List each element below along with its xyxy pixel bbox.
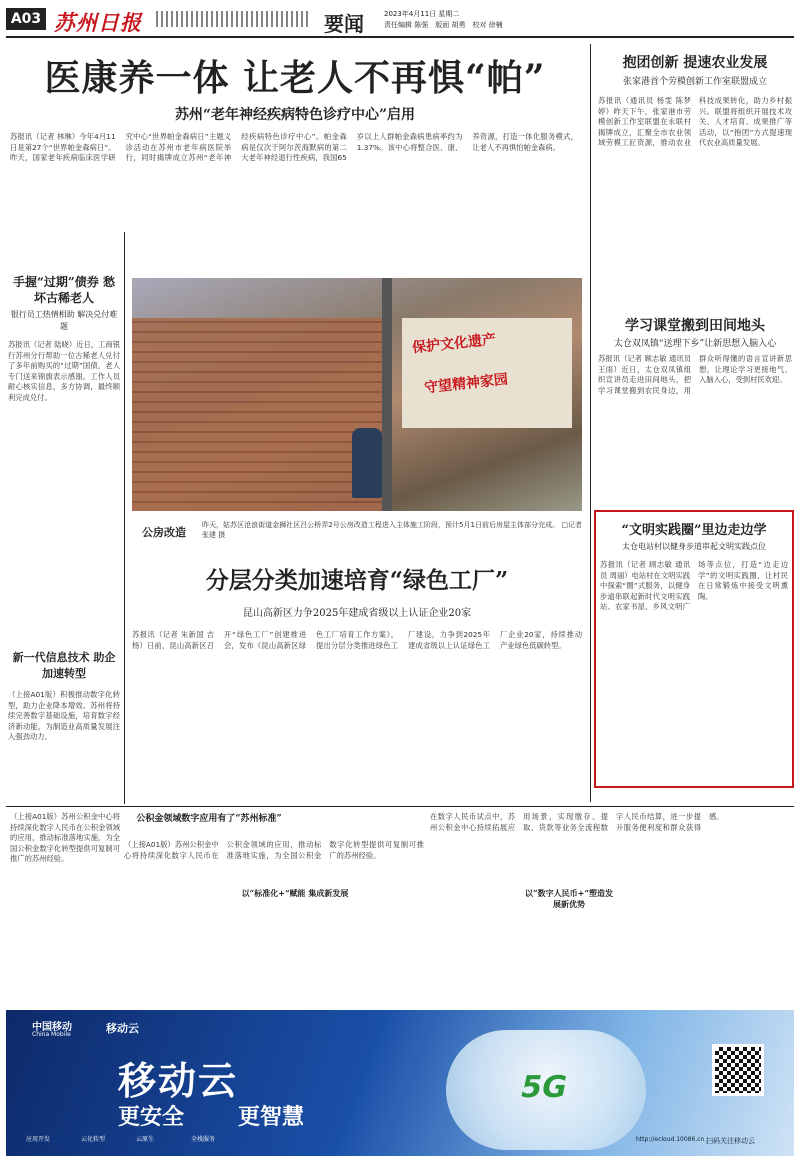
worker-figure [352, 428, 382, 498]
ad-icon-3: 云原生 [136, 1136, 155, 1143]
qr-code[interactable] [712, 1044, 764, 1096]
right3-subheadline: 太仓电站村以健身步道串起文明实践点位 [622, 542, 766, 551]
qr-caption: 扫码关注移动云 [706, 1137, 755, 1145]
bottom2-body: 在数字人民币试点中，苏州公积金中心持续拓展应用场景，实现缴存、提取、贷款等业务全流程数字人民币结算，进一步提升服务便利度和群众获得感。 [430, 812, 724, 832]
ad-product: 移动云 [106, 1022, 139, 1035]
col3-body: （上接A01版）积极推动数字化转型，助力企业降本增效。苏州将持续完善数字基础设施，培育数字经济新动能，为制造业高质量发展注入强劲动力。 [8, 690, 120, 742]
ad-brand: 中国移动 [32, 1022, 72, 1033]
col2-subheadline: 银行员工热情相助 解决兑付难题 [10, 310, 118, 331]
right1-body: 苏报讯（通讯员 杨雯 陈梦婷）昨天下午，张家港市劳模创新工作室联盟在永联村揭牌成立，汇聚全市农业领域劳模工匠资源，推动农业科技成果转化，助力乡村振兴。联盟将组织开展技术攻关、人才培育、成果推广等活动，以“抱团”方式提速现代农业高质量发展。 [598, 96, 792, 148]
masthead-pattern [156, 11, 311, 27]
col2-headline: 手握“过期”债券 愁坏古稀老人 [13, 275, 115, 305]
signboard [402, 318, 572, 428]
ad-icon-1: 应用开发 [26, 1136, 51, 1143]
right3-headline: “文明实践圈”里边走边学 [621, 523, 767, 538]
ad-url[interactable]: http://ecloud.10086.cn [636, 1136, 705, 1143]
ad-slogan-sub2: 更智慧 [238, 1105, 305, 1130]
masthead-rule [6, 36, 794, 38]
section-rule [6, 806, 794, 807]
story2-subheadline: 昆山高新区力争2025年建成省级以上认证企业20家 [242, 608, 472, 619]
col2-body: 苏报讯（记者 陆晓）近日，工商银行苏州分行帮助一位古稀老人兑付了多年前购买的“过期”国债，老人专门送来锦旗表示感谢。工作人员耐心核实信息，多方协调，最终顺利完成兑付。 [8, 340, 120, 402]
bottom1-body-left: （上接A01版）苏州公积金中心将持续深化数字人民币在公积金领域的应用，推动标准落地实施，为全国公积金数字化转型提供可复制可推广的苏州经验。 [10, 812, 120, 864]
ad-icon-4: 全栈服务 [191, 1136, 216, 1143]
bottom1-subhead: 以“标准化+”赋能 集成新发展 [241, 888, 349, 898]
photo-label: 公房改造 [142, 526, 186, 539]
right3-body: 苏报讯（记者 顾志敏 通讯员 周丽）电站村在文明实践中探索“圈”式服务，以健身步道串联起新时代文明实践站、农家书屋、乡风文明广场等点位，打造“边走边学”的文明实践圈，让村民在日常锻炼中接受文明熏陶。 [600, 560, 788, 612]
sign-line-2: 守望精神家园 [423, 371, 509, 397]
right1-headline: 抱团创新 提速农业发展 [622, 55, 768, 71]
issue-date: 2023年4月11日 星期二 [384, 10, 460, 18]
bottom2-subhead: 以“数字人民币+”塑造发展新优势 [525, 888, 613, 909]
lead-headline: 医康养一体 让老人不再惧“帕” [44, 57, 546, 99]
bottom1-body-mid: （上接A01版）苏州公积金中心将持续深化数字人民币在公积金领域的应用，推动标准落地实施，为全国公积金数字化转型提供可复制可推广的苏州经验。 [124, 840, 424, 860]
scaffold [382, 278, 392, 511]
right2-body: 苏报讯（记者 顾志敏 通讯员 王雨）近日，太仓双凤镇组织宣讲员走进田间地头，把学习课堂搬到农民身边，用群众听得懂的语言宣讲新思想，让理论学习更接地气、入脑入心，受到村民欢迎。 [598, 354, 792, 395]
story2-headline: 分层分类加速培育“绿色工厂” [205, 567, 509, 594]
column-divider-right [590, 44, 591, 802]
page-number: A03 [6, 8, 46, 30]
right1-subheadline: 张家港首个劳模创新工作室联盟成立 [622, 77, 767, 87]
lead-subheadline: 苏州“老年神经疾病特色诊疗中心”启用 [174, 107, 416, 123]
ad-icon-row [26, 1130, 246, 1150]
ad-slogan-main: 移动云 [118, 1059, 239, 1103]
col3-headline: 新一代信息技术 助企加速转型 [12, 651, 116, 680]
paper-logo: 苏州日报 [54, 10, 142, 35]
editors: 责任编辑 陈强 版面 胡勇 校对 徐楠 [384, 21, 503, 29]
right2-subheadline: 太仓双凤镇“送理下乡”让新思想入脑入心 [613, 339, 777, 349]
news-photo [132, 278, 582, 511]
section-name: 要闻 [324, 12, 364, 36]
ad-slogan-sub1: 更安全 [118, 1105, 185, 1130]
column-divider-left [124, 232, 125, 804]
ad-brand-en: China Mobile [32, 1031, 71, 1038]
lead-body: 苏报讯（记者 林琳）今年4月11日是第27个“世界帕金森病日”。昨天，国家老年疾病临床医学研究中心“世界帕金森病日”主题义诊活动在苏州市老年病医院举行，同时揭牌成立苏州“老年神经疾病特色诊疗中心”。帕金森病是仅次于阿尔茨海默病的第二大老年神经退行性疾病，我国65岁以上人群帕金森病患病率约为1.37%。该中心将整合医、康、养资源，打造一体化服务模式，让老人不再惧怕帕金森病。 [10, 132, 578, 163]
bottom-headline: 公积金领域数字应用有了“苏州标准” [136, 814, 282, 824]
photo-caption: 昨天，姑苏区沧浪街道金狮社区吕公桥弄2号公房改造工程进入主体施工阶段，预计5月1日前后房屋主体部分完成。 □记者 张建 摄 [202, 521, 582, 539]
right2-headline: 学习课堂搬到田间地头 [625, 318, 765, 334]
story2-body: 苏报讯（记者 朱新国 吉杨）日前，昆山高新区召开“绿色工厂”创建推进会，发布《昆山高新区绿色工厂培育工作方案》，提出分层分类推进绿色工厂建设，力争到2025年建成省级以上认证绿色工厂企业20家，持续推动产业绿色低碳转型。 [132, 630, 582, 650]
masthead [6, 6, 794, 34]
advertisement[interactable] [6, 1010, 794, 1156]
sign-line-1: 保护文化遗产 [411, 331, 497, 357]
ad-icon-2: 云化转型 [81, 1136, 106, 1143]
ad-5g-badge: 5G [517, 1070, 571, 1105]
